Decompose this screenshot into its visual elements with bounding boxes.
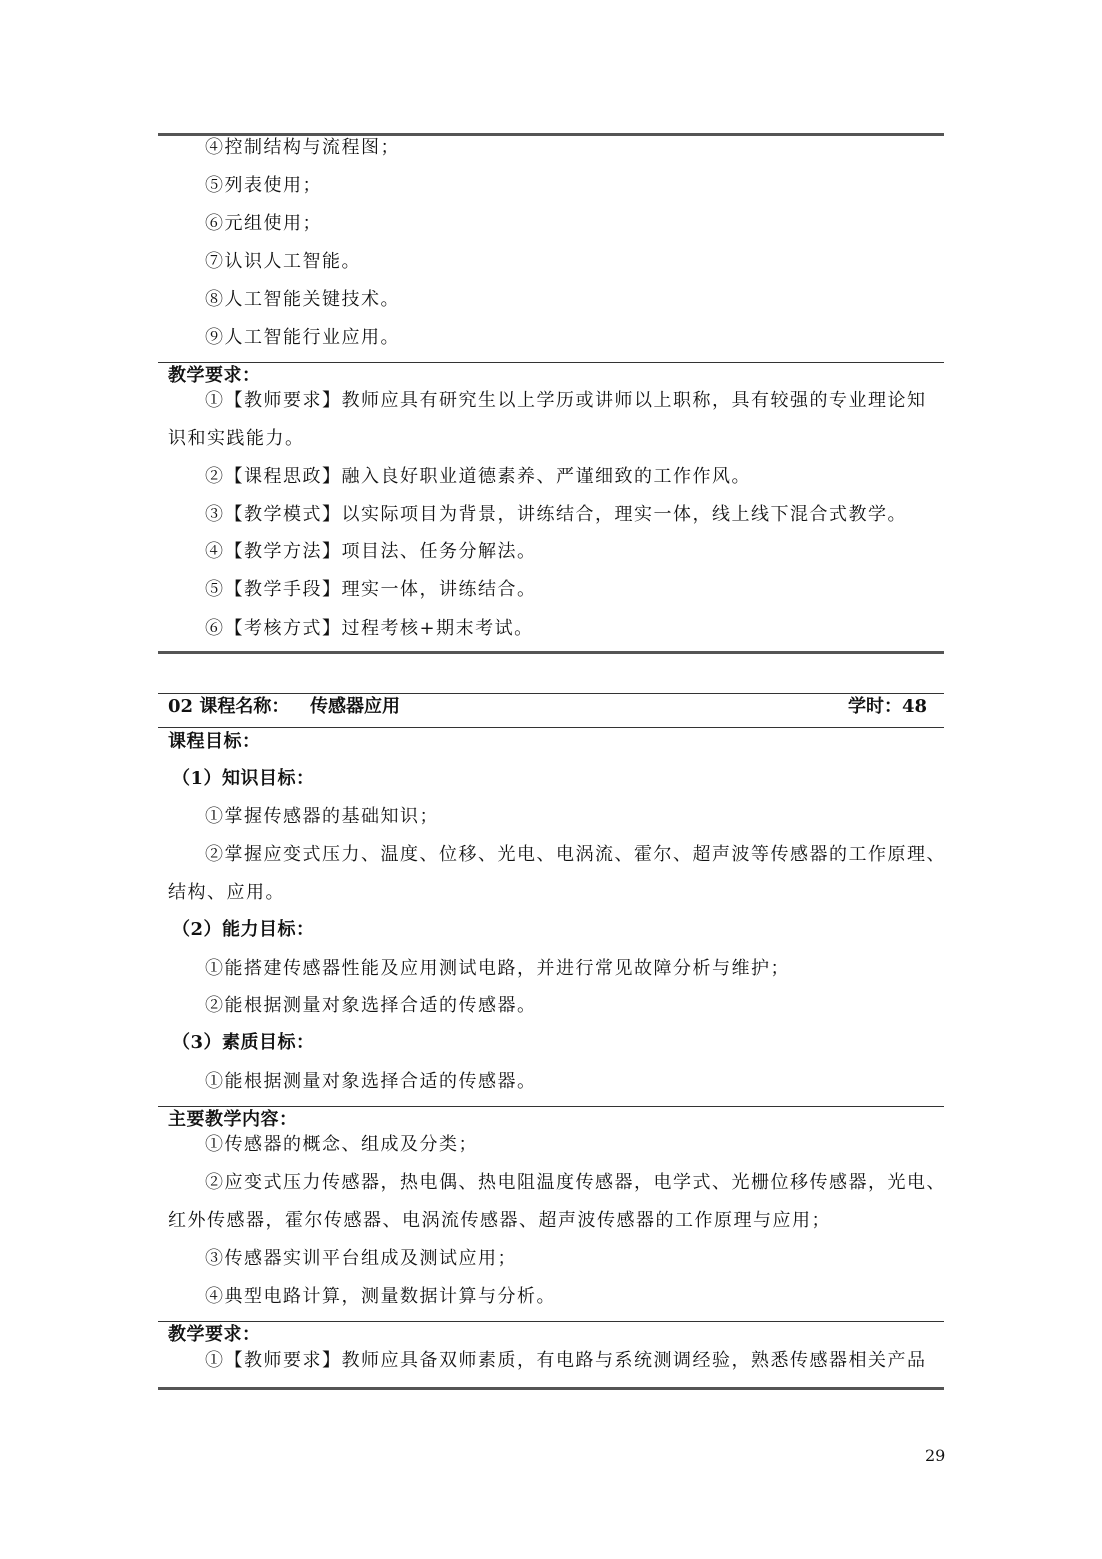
goal-item: ①掌握传感器的基础知识；	[205, 806, 439, 827]
page-number: 29	[925, 1446, 946, 1465]
content-item: ④控制结构与流程图；	[205, 137, 400, 158]
content-item: ⑦认识人工智能。	[205, 251, 361, 272]
requirement-item: ②【课程思政】融入良好职业道德素养、严谨细致的工作作风。	[205, 466, 751, 487]
divider	[158, 693, 944, 694]
course-name: 传感器应用	[310, 696, 400, 717]
requirements-heading: 教学要求：	[168, 365, 261, 386]
content-item: ⑨人工智能行业应用。	[205, 327, 400, 348]
content-item: ④典型电路计算，测量数据计算与分析。	[205, 1286, 556, 1307]
content-item: ①传感器的概念、组成及分类；	[205, 1134, 478, 1155]
goal-item: ①能根据测量对象选择合适的传感器。	[205, 1071, 537, 1092]
requirement-item: ①【教师要求】教师应具有研究生以上学历或讲师以上职称，具有较强的专业理论知	[205, 390, 927, 411]
requirement-item: ①【教师要求】教师应具备双师素质，有电路与系统测调经验，熟悉传感器相关产品	[205, 1350, 927, 1371]
content-item: ⑧人工智能关键技术。	[205, 289, 400, 310]
content-item: ③传感器实训平台组成及测试应用；	[205, 1248, 517, 1269]
requirement-item-continued: 识和实践能力。	[168, 428, 305, 449]
goal-item-continued: 结构、应用。	[168, 882, 285, 903]
content-heading: 主要教学内容：	[168, 1109, 298, 1130]
course-hours: 学时：48	[848, 696, 928, 717]
course-label: 02 课程名称：	[168, 696, 290, 717]
requirement-item: ⑤【教学手段】理实一体，讲练结合。	[205, 579, 537, 600]
content-item: ⑤列表使用；	[205, 175, 322, 196]
quality-heading: （3）素质目标：	[172, 1032, 315, 1053]
divider	[158, 1106, 944, 1107]
goals-heading: 课程目标：	[168, 731, 261, 752]
content-item: ⑥元组使用；	[205, 213, 322, 234]
content-item: ②应变式压力传感器，热电偶、热电阻温度传感器，电学式、光栅位移传感器，光电、	[205, 1172, 946, 1193]
goal-item: ①能搭建传感器性能及应用测试电路，并进行常见故障分析与维护；	[205, 958, 790, 979]
requirement-item: ⑥【考核方式】过程考核+期末考试。	[205, 618, 534, 639]
requirements-heading: 教学要求：	[168, 1324, 261, 1345]
divider	[158, 727, 944, 728]
goal-item: ②掌握应变式压力、温度、位移、光电、电涡流、霍尔、超声波等传感器的工作原理、	[205, 844, 946, 865]
goal-item: ②能根据测量对象选择合适的传感器。	[205, 995, 537, 1016]
bottom-border	[158, 1387, 944, 1390]
content-item-continued: 红外传感器，霍尔传感器、电涡流传感器、超声波传感器的工作原理与应用；	[168, 1210, 831, 1231]
requirement-item: ③【教学模式】以实际项目为背景，讲练结合，理实一体，线上线下混合式教学。	[205, 504, 907, 525]
divider	[158, 362, 944, 363]
knowledge-heading: （1）知识目标：	[172, 768, 315, 789]
divider	[158, 1321, 944, 1322]
requirement-item: ④【教学方法】项目法、任务分解法。	[205, 541, 537, 562]
ability-heading: （2）能力目标：	[172, 919, 315, 940]
section-end-border	[158, 651, 944, 654]
